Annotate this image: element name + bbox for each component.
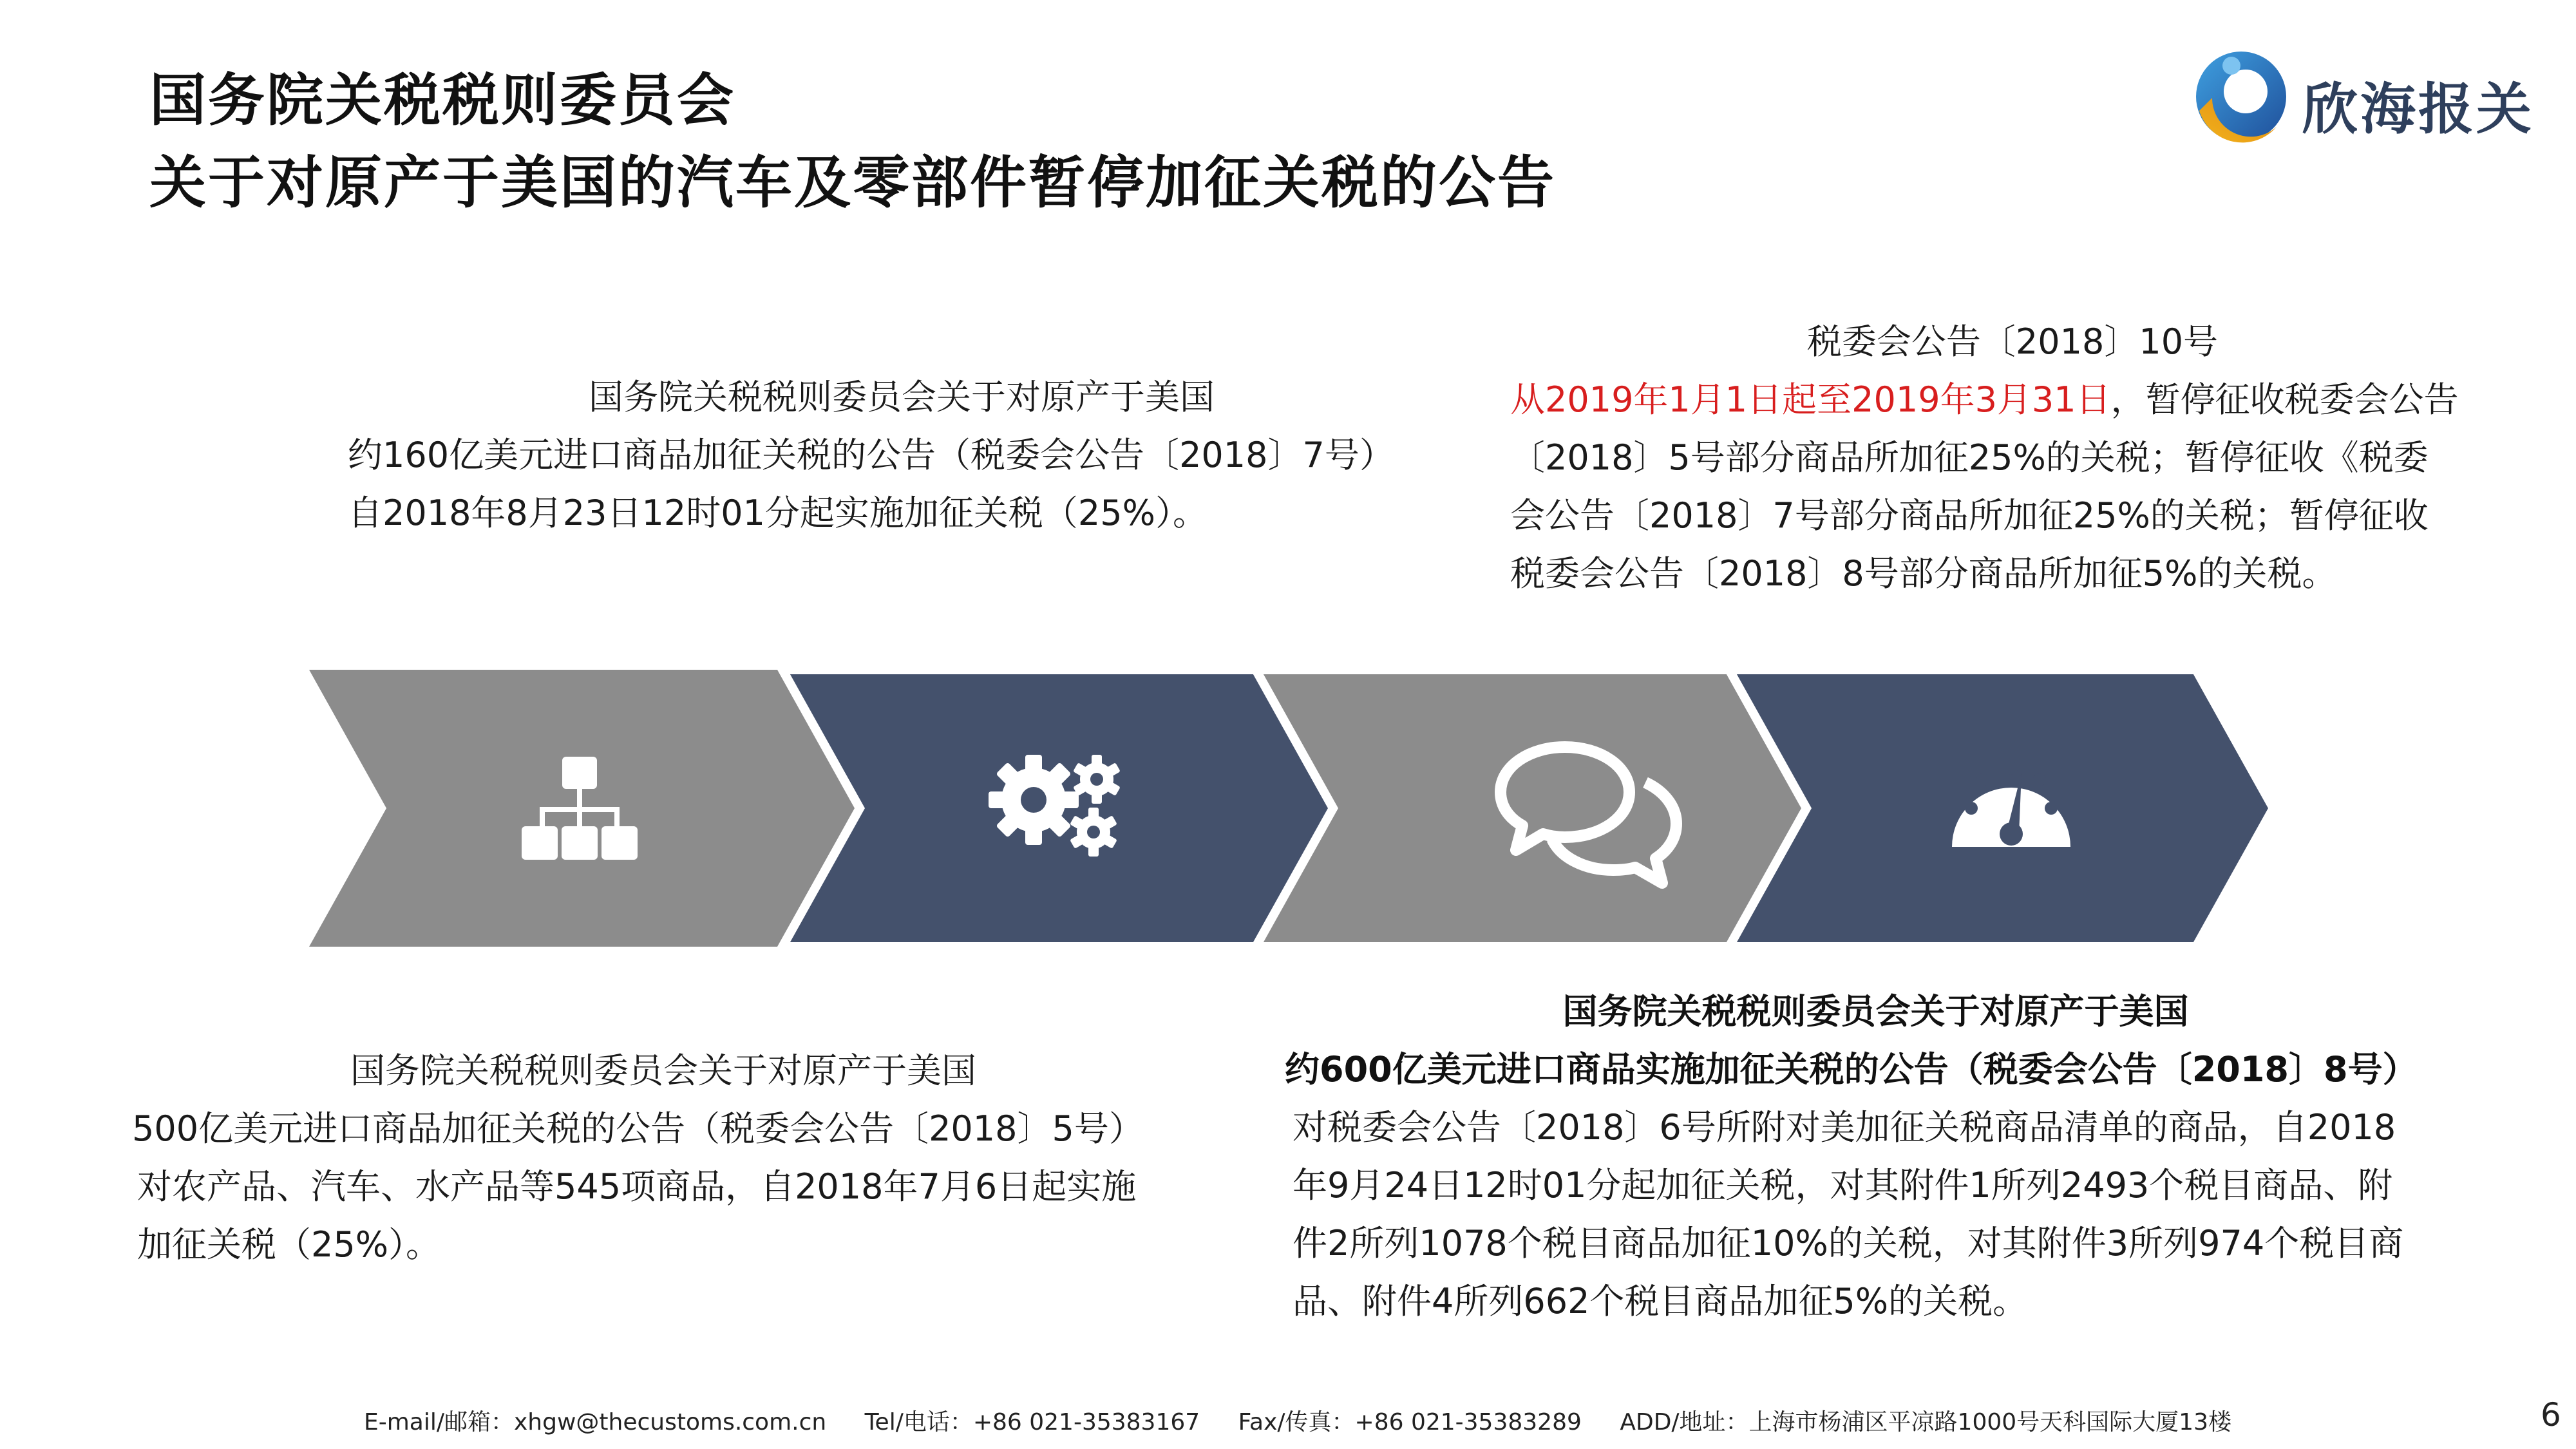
announcement-500b <box>132 1042 1195 1274</box>
page-number: 6 <box>2541 1396 2561 1434</box>
announcement-500b-line2: 500亿美元进口商品加征关税的公告（税委会公告〔2018〕5号） <box>132 1108 1144 1149</box>
announcement-no10 <box>1510 313 2515 603</box>
announcement-600b-line5: 件2所列1078个税目商品加征10%的关税，对其附件3所列974个税目商 <box>1293 1223 2404 1264</box>
page-title <box>149 59 1556 224</box>
announcement-500b-line4: 加征关税（25%）。 <box>137 1224 441 1265</box>
timeline-svg <box>309 670 2273 947</box>
announcement-no10-line2: 〔2018〕5号部分商品所加征25%的关税；暂停征收《税委 <box>1510 437 2429 478</box>
announcement-600b-line4: 年9月24日12时01分起加征关税，对其附件1所列2493个税目商品、附 <box>1293 1165 2393 1206</box>
announcement-160b <box>348 368 1455 542</box>
announcement-600b-line3: 对税委会公告〔2018〕6号所附对美加征关税商品清单的商品，自2018 <box>1293 1107 2396 1148</box>
footer-tel: Tel/电话：+86 021-35383167 <box>864 1409 1200 1435</box>
footer-fax: Fax/传真：+86 021-35383289 <box>1238 1409 1582 1435</box>
announcement-600b <box>1285 983 2467 1331</box>
announcement-no10-line1: 从2019年1月1日起至2019年3月31日，暂停征收税委会公告 <box>1510 379 2459 420</box>
announcement-no10-line4: 税委会公告〔2018〕8号部分商品所加征5%的关税。 <box>1510 553 2337 594</box>
announcement-500b-line3: 对农产品、汽车、水产品等545项商品，自2018年7月6日起实施 <box>137 1166 1137 1207</box>
announcement-500b-line1: 国务院关税税则委员会关于对原产于美国 <box>350 1050 976 1091</box>
footer-contact <box>364 1404 2262 1437</box>
announcement-no10-date-range: 从2019年1月1日起至2019年3月31日 <box>1510 379 2111 420</box>
title-line-1: 国务院关税税则委员会 <box>149 67 736 133</box>
announcement-no10-line3: 会公告〔2018〕7号部分商品所加征25%的关税；暂停征收 <box>1510 495 2429 536</box>
announcement-600b-line2: 约600亿美元进口商品实施加征关税的公告（税委会公告〔2018〕8号） <box>1285 1049 2418 1090</box>
footer-address: ADD/地址：上海市杨浦区平凉路1000号天科国际大厦13楼 <box>1620 1409 2231 1435</box>
timeline-chevrons <box>309 670 2273 947</box>
announcement-160b-line2: 约160亿美元进口商品加征关税的公告（税委会公告〔2018〕7号） <box>348 435 1394 475</box>
announcement-160b-line1: 国务院关税税则委员会关于对原产于美国 <box>589 377 1215 417</box>
announcement-600b-line6: 品、附件4所列662个税目商品加征5%的关税。 <box>1293 1281 2028 1321</box>
announcement-160b-line3: 自2018年8月23日12时01分起实施加征关税（25%）。 <box>348 493 1208 533</box>
announcement-600b-line1: 国务院关税税则委员会关于对原产于美国 <box>1562 991 2189 1032</box>
footer-email: E-mail/邮箱：xhgw@thecustoms.com.cn <box>364 1409 827 1435</box>
title-line-2: 关于对原产于美国的汽车及零部件暂停加征关税的公告 <box>149 149 1557 216</box>
logo-text: 欣海报关 <box>2302 77 2534 142</box>
logo-mark-icon <box>2186 40 2296 149</box>
announcement-no10-heading: 税委会公告〔2018〕10号 <box>1806 321 2219 362</box>
brand-logo <box>2186 40 2534 149</box>
